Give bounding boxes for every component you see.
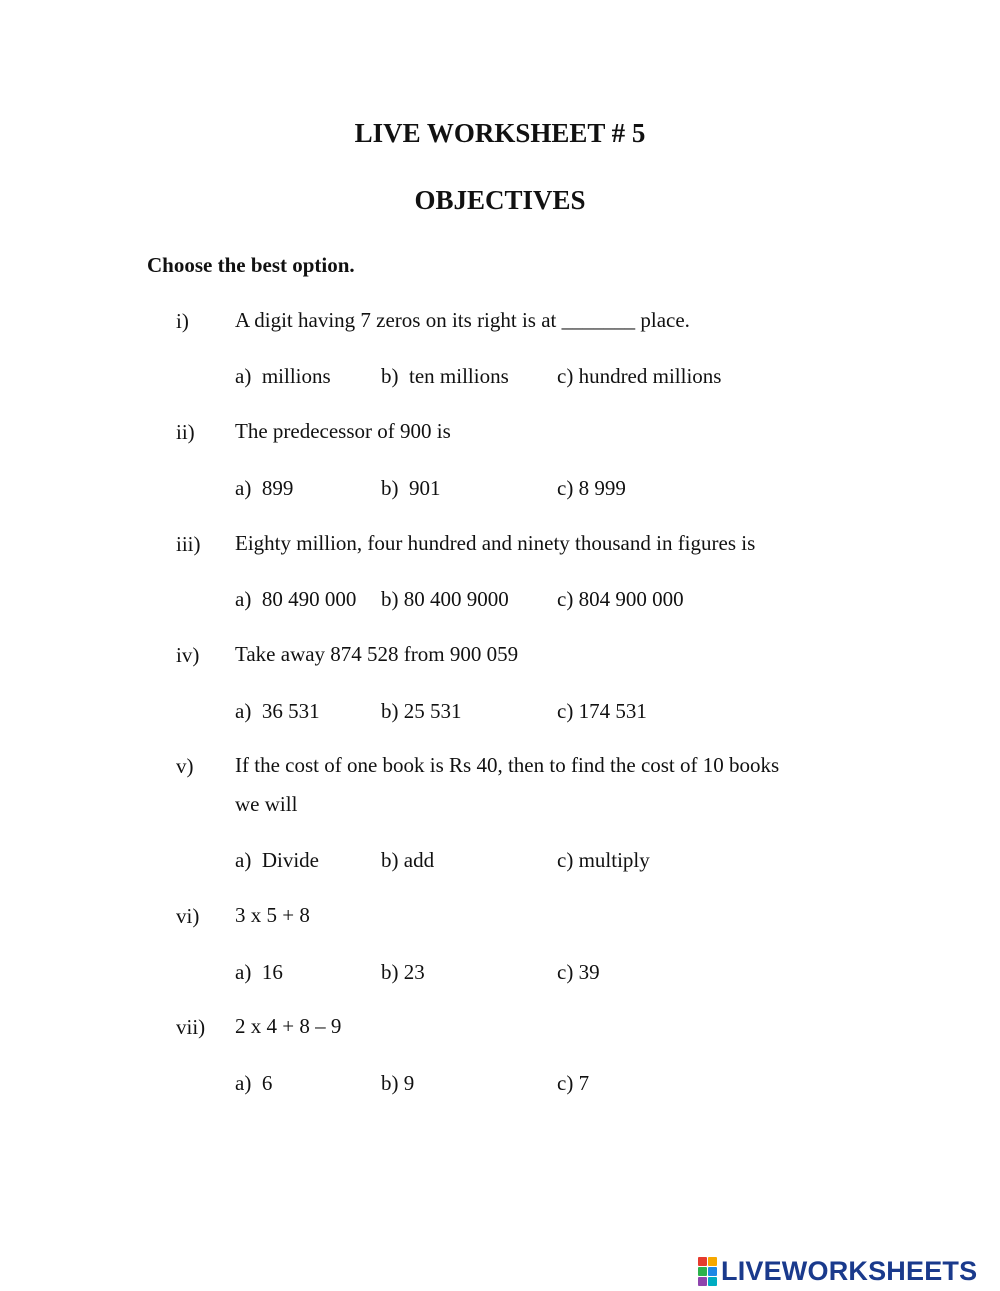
question-text: Take away 874 528 from 900 059 bbox=[235, 642, 519, 666]
section-title: OBJECTIVES bbox=[414, 185, 586, 215]
question-text: Eighty million, four hundred and ninety thousand in figures is bbox=[235, 531, 756, 555]
question-text: The predecessor of 900 is bbox=[235, 419, 451, 443]
option-a[interactable]: a) 80 490 000 bbox=[235, 587, 357, 611]
logo-block bbox=[708, 1267, 717, 1276]
option-a[interactable]: a) millions bbox=[235, 364, 331, 388]
question-number: iii) bbox=[176, 532, 201, 556]
option-c[interactable]: c) 804 900 000 bbox=[557, 587, 684, 611]
logo-block bbox=[698, 1277, 707, 1286]
question-number: ii) bbox=[176, 420, 195, 444]
question-text: 3 x 5 + 8 bbox=[235, 903, 310, 927]
option-a[interactable]: a) 899 bbox=[235, 476, 294, 500]
question-number: vii) bbox=[176, 1015, 206, 1039]
option-c[interactable]: c) 8 999 bbox=[557, 476, 626, 500]
option-b[interactable]: b) 25 531 bbox=[381, 699, 462, 723]
instruction-text: Choose the best option. bbox=[147, 253, 355, 277]
question-number: i) bbox=[176, 309, 189, 333]
liveworksheets-logo bbox=[698, 1254, 977, 1288]
option-c[interactable]: c) 7 bbox=[557, 1071, 590, 1095]
option-a[interactable]: a) 36 531 bbox=[235, 699, 320, 723]
question-number: vi) bbox=[176, 904, 200, 928]
logo-block bbox=[708, 1277, 717, 1286]
option-b[interactable]: b) 9 bbox=[381, 1071, 415, 1095]
option-b[interactable]: b) 23 bbox=[381, 960, 425, 984]
option-a[interactable]: a) Divide bbox=[235, 848, 319, 872]
question-text: 2 x 4 + 8 – 9 bbox=[235, 1014, 342, 1038]
option-b[interactable]: b) ten millions bbox=[381, 364, 509, 388]
logo-blocks-icon bbox=[698, 1257, 717, 1286]
option-c[interactable]: c) multiply bbox=[557, 848, 650, 872]
option-a[interactable]: a) 6 bbox=[235, 1071, 273, 1095]
logo-text: LIVEWORKSHEETS bbox=[721, 1255, 978, 1286]
logo-block bbox=[708, 1257, 717, 1266]
logo-block bbox=[698, 1267, 707, 1276]
option-a[interactable]: a) 16 bbox=[235, 960, 283, 984]
option-b[interactable]: b) 901 bbox=[381, 476, 441, 500]
logo-block bbox=[698, 1257, 707, 1266]
option-b[interactable]: b) add bbox=[381, 848, 435, 872]
option-c[interactable]: c) 39 bbox=[557, 960, 600, 984]
option-c[interactable]: c) hundred millions bbox=[557, 364, 722, 388]
question-text: A digit having 7 zeros on its right is at _______ place. bbox=[235, 308, 690, 332]
option-b[interactable]: b) 80 400 9000 bbox=[381, 587, 509, 611]
question-number: iv) bbox=[176, 643, 200, 667]
option-c[interactable]: c) 174 531 bbox=[557, 699, 647, 723]
question-text-line-1: If the cost of one book is Rs 40, then to find the cost of 10 books bbox=[235, 753, 780, 777]
question-text-line-2: we will bbox=[235, 792, 298, 816]
worksheet-title: LIVE WORKSHEET # 5 bbox=[354, 118, 646, 148]
question-number: v) bbox=[176, 754, 194, 778]
